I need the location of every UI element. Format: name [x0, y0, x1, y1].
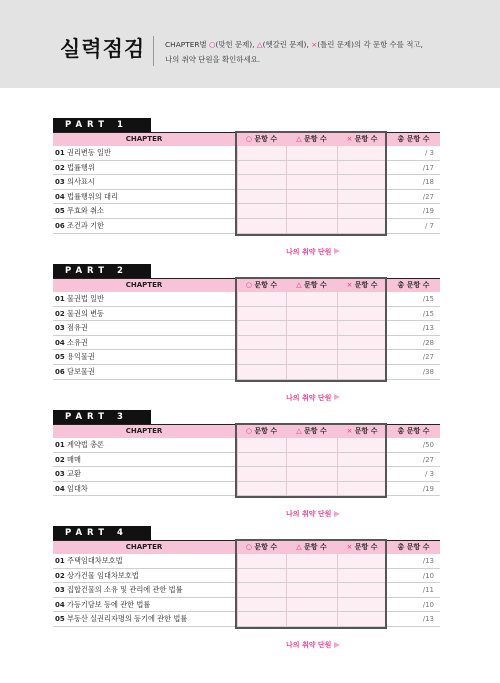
total-questions: /17 [422, 163, 434, 172]
part-section [53, 264, 440, 410]
chapter-number: 04 [55, 338, 65, 347]
total-questions: /18 [422, 178, 434, 187]
header-correct-count-label: 문항 수 [251, 135, 278, 143]
total-questions: / 3 [424, 470, 434, 479]
chapter-number: 06 [55, 222, 65, 230]
total-questions: /27 [422, 455, 434, 464]
header-correct-count-label: 문항 수 [251, 427, 278, 435]
total-questions: /27 [422, 353, 434, 362]
arrow-right-icon [334, 511, 340, 517]
weak-unit-text: 나의 취약 단원 [286, 393, 332, 402]
chapter-number: 03 [55, 178, 65, 187]
total-questions: /19 [422, 207, 434, 216]
weak-unit-label [286, 247, 340, 257]
weak-unit-text: 나의 취약 단원 [286, 641, 332, 649]
header-correct-count-label: 문항 수 [251, 543, 278, 551]
chapter-name: 점유권 [67, 323, 88, 333]
chapter-name: 계약법 총론 [67, 440, 105, 449]
chapter-number: 02 [55, 455, 65, 464]
weak-unit-text: 나의 취약 단원 [286, 510, 332, 519]
header-wrong-count-symbol: × [346, 281, 353, 289]
chapter-name: 의사표시 [67, 177, 95, 187]
chapter-name: 집합건물의 소유 및 관리에 관한 법률 [67, 585, 183, 595]
header-confused-count-symbol: △ [296, 135, 302, 143]
chapter-name: 소유권 [67, 337, 88, 347]
header-correct-count-symbol: ○ [245, 281, 252, 289]
chapter-number: 01 [55, 149, 65, 157]
chapter-number: 03 [55, 470, 65, 479]
part-section [53, 410, 440, 526]
total-questions: /28 [422, 338, 434, 347]
chapter-number: 01 [55, 295, 65, 303]
chapter-number: 06 [55, 368, 65, 376]
total-questions: /38 [422, 368, 434, 376]
header-wrong-count-symbol: × [346, 135, 353, 143]
total-questions: / 7 [424, 222, 434, 230]
chapter-name: 부동산 실권리자명의 등기에 관한 법률 [67, 614, 188, 624]
instructions-prefix: CHAPTER별 [165, 40, 210, 49]
answer-grid-frame [235, 539, 387, 629]
chapter-name: 조건과 기한 [67, 221, 105, 230]
header-divider [153, 36, 154, 66]
arrow-right-icon [334, 248, 340, 254]
part-section [53, 118, 440, 264]
chapter-number: 05 [55, 615, 65, 624]
weak-unit-label [286, 640, 340, 650]
instructions-correct: (맞힌 문제), [215, 40, 257, 49]
header-wrong-count-label: 문항 수 [352, 427, 378, 435]
chapter-number: 04 [55, 600, 65, 609]
header-wrong-count-symbol: × [346, 427, 353, 435]
header-correct-count-symbol: ○ [245, 427, 252, 435]
header-chapter: CHAPTER [125, 135, 163, 143]
weak-unit-label [286, 509, 340, 519]
chapter-name: 법률행위의 대리 [67, 191, 118, 201]
chapter-name: 주택임대차보호법 [67, 556, 123, 565]
instructions-wrong: (틀린 문제)의 각 문항 수를 적고, [317, 40, 423, 49]
chapter-name: 법률행위 [67, 162, 95, 172]
header-total: 총 문항 수 [397, 135, 430, 143]
header-correct-count-symbol: ○ [245, 135, 252, 143]
weak-unit-label [286, 393, 340, 403]
chapter-number: 04 [55, 484, 65, 493]
total-questions: /13 [422, 324, 434, 333]
header-confused-count-label: 문항 수 [301, 543, 327, 551]
answer-grid-frame [235, 131, 387, 236]
answer-grid-frame [235, 277, 387, 382]
header-total: 총 문항 수 [397, 281, 430, 289]
chapter-number: 02 [55, 309, 65, 318]
total-questions: / 3 [424, 149, 434, 157]
header-confused-count-symbol: △ [296, 281, 302, 289]
header-total: 총 문항 수 [397, 427, 430, 435]
chapter-number: 02 [55, 163, 65, 172]
header-wrong-count-label: 문항 수 [352, 135, 378, 143]
chapter-number: 05 [55, 353, 65, 362]
header-confused-count-label: 문항 수 [301, 281, 327, 289]
chapter-name: 상가건물 임대차보호법 [67, 570, 139, 580]
arrow-right-icon [334, 394, 340, 400]
total-questions: /19 [422, 484, 434, 493]
header-confused-count-symbol: △ [296, 427, 302, 435]
header-confused-count-label: 문항 수 [301, 135, 327, 143]
total-questions: /10 [422, 571, 434, 580]
chapter-name: 교환 [67, 469, 81, 479]
chapter-name: 임대차 [67, 483, 88, 493]
part-label: PART 1 [53, 118, 151, 132]
chapter-number: 01 [55, 557, 65, 565]
chapter-number: 03 [55, 586, 65, 595]
chapter-name: 가등기담보 등에 관한 법률 [67, 599, 151, 609]
chapter-number: 05 [55, 207, 65, 216]
header-wrong-count-label: 문항 수 [352, 543, 378, 551]
header-chapter: CHAPTER [125, 543, 163, 551]
header-correct-count-symbol: ○ [245, 543, 252, 551]
chapter-name: 물권의 변동 [67, 308, 105, 318]
part-label: PART 3 [53, 410, 151, 424]
chapter-name: 매매 [67, 454, 81, 464]
total-questions: /11 [422, 586, 434, 595]
weak-unit-text: 나의 취약 단원 [286, 247, 332, 256]
part-label: PART 2 [53, 264, 151, 278]
chapter-name: 물권법 일반 [67, 294, 105, 303]
header-confused-count-label: 문항 수 [301, 427, 327, 435]
part-label: PART 4 [53, 526, 151, 540]
chapter-name: 권리변동 일반 [67, 148, 111, 157]
total-questions: /10 [422, 600, 434, 609]
header-confused-count-symbol: △ [296, 543, 302, 551]
total-questions: /15 [422, 309, 434, 318]
page-title: 실력점검 [60, 37, 146, 61]
header-correct-count-label: 문항 수 [251, 281, 278, 289]
instructions [165, 37, 485, 67]
total-questions: /15 [422, 295, 434, 303]
chapter-number: 02 [55, 571, 65, 580]
cross-mark-icon: × [311, 40, 318, 49]
chapter-number: 03 [55, 324, 65, 333]
header-wrong-count-label: 문항 수 [352, 281, 378, 289]
header-total: 총 문항 수 [397, 543, 430, 551]
part-section [53, 526, 440, 657]
chapter-number: 01 [55, 441, 65, 449]
instructions-line2: 나의 취약 단원을 확인하세요. [165, 55, 261, 64]
header-wrong-count-symbol: × [346, 543, 353, 551]
instructions-confused: (헷갈린 문제), [262, 40, 312, 49]
chapter-name: 용익물권 [67, 352, 95, 362]
chapter-name: 담보물권 [67, 367, 95, 376]
circle-mark-icon: ○ [209, 40, 216, 49]
chapter-name: 무효와 취소 [67, 206, 105, 216]
header-band [0, 0, 500, 88]
chapter-number: 04 [55, 192, 65, 201]
total-questions: /13 [422, 615, 434, 624]
answer-grid-frame [235, 423, 387, 498]
triangle-mark-icon: △ [256, 40, 263, 49]
total-questions: /27 [422, 192, 434, 201]
total-questions: /50 [422, 441, 434, 449]
arrow-right-icon [334, 642, 340, 648]
header-chapter: CHAPTER [125, 281, 163, 289]
total-questions: /13 [422, 557, 434, 565]
header-chapter: CHAPTER [125, 427, 163, 435]
